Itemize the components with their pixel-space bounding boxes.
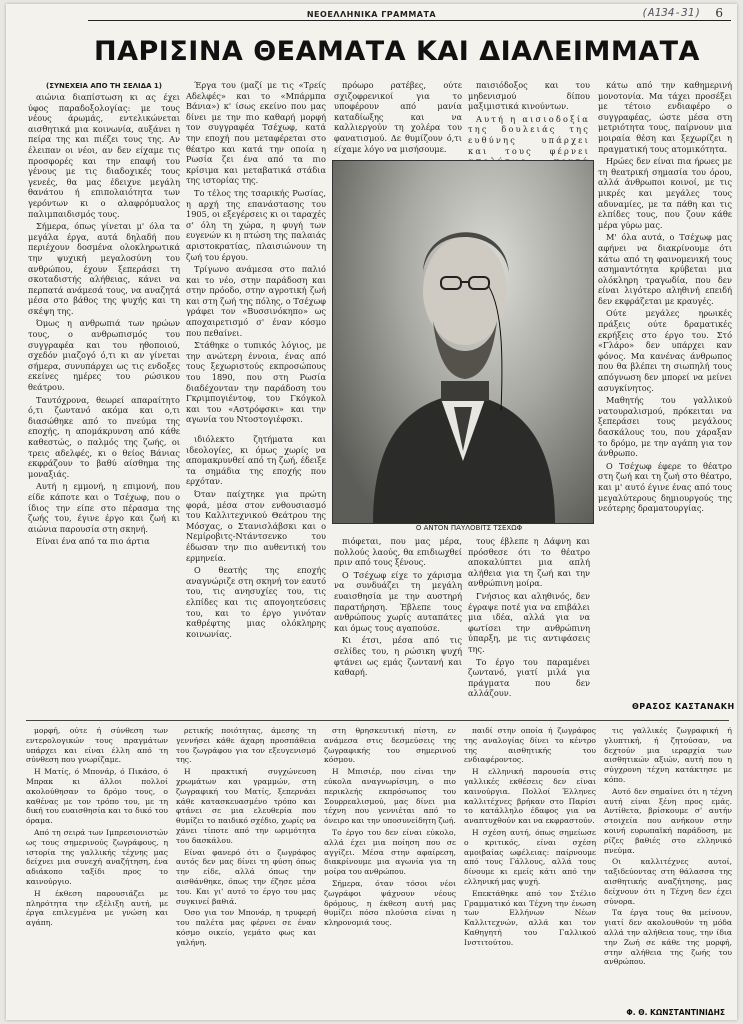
paragraph: Σήμερα, όταν τόσοι νέοι ζωγράφοι ψάχνουν νέους δρόμους, η έκθεση αυτή μας θυμίζει πόσο πλούσια είναι η κληρονομιά τους. [324, 878, 456, 928]
paragraph: αιώνια διαπίστωση κι ας έχει ύφος παραδοξολογίας: με τους νέους άρωμάς, εντελικώνεται αισθητικά μια κοινωνία, αυξάνει η πείρα της και πιέζει τους της. Αν έλειπαν οι νέοι, αν δεν είχαμε τις προσφορές και την επαφή του γένους με τις διαδοχικές τους γενεές, θα μας έδειχνε μεγάλη θανάτου ή επιπολαιότητα των γερόντων κι ο αλαφρόμυαλος παλιμπαιδισμός τους. [28, 92, 180, 219]
paragraph: κάτω από την καθημερινή μονοτονία. Μα τάχει προσέξει με τέτοιο ενδιαφέρο ο συγγραφέας, ώστε μέσα στη μετριότητα τους, παίρνουν μια μοιραία θέση και ξεχωρίζει η πραγματική τους ατομικότητα. [598, 80, 732, 154]
section-divider [26, 720, 729, 721]
paragraph: Το έργο του παραμένει ζωντανό, γιατί μιλά για πράγματα που δεν αλλάζουν. [468, 656, 590, 699]
portrait-illustration [333, 161, 593, 523]
archive-code: (Α134-31) [641, 6, 701, 19]
paragraph: παιδί στην οποία ή ζωγράφος της αναλογίας δίνει το κέντρο της αισθητικής του ενδιαφέροντος. [464, 726, 596, 765]
paragraph: Ο θεατής της εποχής αναγνώριζε στη σκηνή τον εαυτό του, τις ανησυχίες του, τις ελπίδες και τις απογοητεύσεις του, και το έργο γινόταν καθρέφτης μιας ολόκληρης κοινωνίας. [186, 565, 326, 639]
lower-column-1 [26, 726, 168, 1008]
lower-column-5 [604, 726, 732, 1008]
paragraph: Ταυτόχρονα, θεωρεί απαραίτητο ό,τι ζωντανό ακόμα και ο,τι διασώθηκε από το πνεύμα της εποχής, η απομάκρυνση από κάθε καθεστώς, ο παλμός της ζωής, οι τρεις αδελφές, κι ο θείος Βάνιας εκφράζουν το βαθύ αίσθημα της μοναξιάς. [28, 394, 180, 479]
paragraph: ιδιόλεκτο ζητήματα και ιδεολογίες, κι όμως χωρίς να απομακρυνθεί από τη ζωή, έδειξε τα σημάδια της εποχής που ερχόταν. [186, 434, 326, 487]
paragraph: Οι καλλιτέχνες αυτοί, ταξιδεύοντας στη θάλασσα της αισθητικής αναζήτησης, μας δείχνουν ότι η Τέχνη δεν έχει σύνορα. [604, 857, 732, 906]
paragraph: Αυτή η αισιοδοξία της δουλειάς της ευθύνης υπάρχει και τους φέρνει [468, 113, 590, 156]
paragraph: στη θρησκευτική πίστη, εν ανάμεσα στις δεσμεύσεις της ζωγραφικής του σημερινού κόσμου. [324, 726, 456, 765]
paragraph: Η πρακτική συγχώνευση χρωμάτων και γραμμών, στη ζωγραφική του Ματίς, ξεπερνάει κάθε κατασκευασμένο τρόπο και φτάνει σε μια ελευθερία που θυμίζει το παιδικό σχέδιο, χωρίς να χάνει τίποτε από την ωριμότητα του δασκάλου. [176, 767, 316, 845]
paragraph: Αυτή η εμμονή, η επιμονή, που είδε κάποτε και ο Τσέχωφ, που ο ίδιος την είπε στο πέρασμα της ζωής του, έγινε έργο και ζωή κι αιώνια παρουσία στη σκηνή. [28, 481, 180, 534]
article-column-5 [598, 80, 732, 698]
paragraph: πρόωρο ρατέβες, ούτε σχιζοφρενικοί για το υποφέρουν από μανία καταδίωξης και να καλλιεργούν τη χολέρα του φανατισμού. Δε θυμίζουν ό,τι είχαμε λόγο να μισήσουμε. [334, 80, 462, 154]
paragraph: Ηρώες δεν είναι πια ήρωες με τη θεατρική σημασία του όρου, αλλά άνθρωποι κοινοί, με τις μικρές και μεγάλες τους αδυναμίες, με τα πάθη και τις ελπίδες τους, που ζουν κάθε μέρα γύρω μας. [598, 156, 732, 230]
paragraph: Επεκτάθηκε από τον Στέλιο Γραμματικό και Τέχνη την ένωση των Ελλήνων Νέων Καλλιτεχνών, αλλά και τον Καθηγητή του Γαλλικού Ινστιτούτου. [464, 888, 596, 947]
newspaper-page [6, 4, 737, 1020]
paragraph: πιόφεται, που μας μέρα, πολλούς λαούς, θα επιδιωχθεί πριν από τους ξένους. [334, 536, 462, 568]
page-number: 6 [715, 6, 723, 20]
paragraph: Σήμερα, όπως γίνεται μ' όλα τα μεγάλα έργα, αυτά δηλαδή που περιέχουν δοσμένα ολοκληρωτικά την ψυχική μεγαλοσύνη του ανθρώπου, έχουν ξεπεράσει τη σκοταδιστής αλήθειας, κάνει να περπατά ανάμεσά τους, να αναζητά μέσα στο βάθος της ψυχής και τη σκέψη της. [28, 221, 180, 316]
lower-column-3 [324, 726, 456, 1008]
paragraph: Τα έργα τους θα μείνουν, γιατί δεν ακολουθούν τη μόδα αλλά την αλήθεια τους, την ίδια την Ζωή σε κάθε της μορφή, στην αλήθεια της ζωής του ανθρώπου. [604, 908, 732, 967]
paragraph: Είναι φανερό ότι ο ζωγράφος αυτός δεν μας δίνει τη φύση όπως την είδε, αλλά όπως την αισθάνθηκε, όπως την έζησε μέσα του. Και γι' αυτό το έργο του μας συγκινεί βαθιά. [176, 847, 316, 906]
continuation-note: (ΣΥΝΕΧΕΙΑ ΑΠΟ ΤΗ ΣΕΛΙΔΑ 1) [46, 82, 162, 90]
paragraph: Έργα του (μαζί με τις «Τρείς Αδελφές» και το «Μπάρμπα Βάνια») κ' ίσως εκείνο που μας δίνει με την πιο καθαρή μορφή τον συγγραφέα Τσέχωφ, κατά την εποχή που μεταφέρεται στο θέατρο και κατά την οποία η Ρωσία ζει ένα από τα πιο κρίσιμα και μεταβατικά στάδια της ιστορίας της. [186, 80, 326, 186]
paragraph: Τρίγωνο ανάμεσα στο παλιό και το νέο, στην παράδοση και στην πρόοδο, στην αγροτική ζωή και στη ζωή της πόλης, ο Τσέχωφ γράφει τον «Βυσσινόκηπο» ως αποχαιρετισμό σ' έναν κόσμο που πεθαίνει. [186, 264, 326, 338]
paragraph: Όμως η ανθρωπιά των ηρώων τους, ο ανθρωπισμός του συγγραφέα και του ηθοποιού, σχεδόν μιαζογό ό,τι κι αν γίνεται σήμερα, συνυπάρχει ως τις ενδοξες εκείνες ημέρες του ρώσικου θεάτρου. [28, 318, 180, 393]
article-column-3-lower [334, 536, 462, 704]
portrait-photo [332, 160, 594, 524]
paragraph: Στάθηκε ο τυπικός λόγιος, με την ανώτερη έννοια, ένας από τους ξεχωριστούς εκπροσώπους του 1890, που στη Ρωσία διαδέχονταν την παράδοση του Γκριμπογιέντοφ, του Γκόγκολ και του «Αστρόφσκι» και την αγωνία του Ντοστογιέφσκι. [186, 340, 326, 425]
paragraph: Μ' όλα αυτά, ο Τσέχωφ μας αφήνει να διακρίνουμε ότι κάτω από τη φαινομενική τους ασημαντότητα κρύβεται μια ολόκληρη τραγωδία, που δεν είναι λιγότερο αληθινή επειδή δεν εκφράζεται με κραυγές. [598, 232, 732, 306]
paragraph: Η Μπισιέρ, που είναι την εύκολα αναγνωρίσιμη, ο πιο περικλεής εκπρόσωπος του Σουρρεαλισμού, μας δίνει μια τέχνη που γεννιέται από το όνειρο και την υποσυνείδητη ζωή. [324, 767, 456, 826]
paragraph: Αυτό δεν σημαίνει ότι η τέχνη αυτή είναι ξένη προς εμάς. Αντίθετα, βρίσκουμε σ' αυτήν στοιχεία που ανήκουν στην κοινή ευρωπαϊκή παράδοση, με ρίζες βαθιές στο ελληνικό πνεύμα. [604, 786, 732, 855]
paragraph: Ούτε μεγάλες ηρωικές πράξεις ούτε δραματικές εκρήξεις στο έργο του. Στό «Γλάρο» δεν υπάρχει καν φόνος. Μα κανένας άνθρωπος που θα βλέπει τη σιωπηλή τους απόγνωση δεν μπορεί να μείνει ασυγκίνητος. [598, 308, 732, 393]
paragraph: Η ελληνική παρουσία στις γαλλικές εκθέσεις δεν είναι καινούργια. Πολλοί Έλληνες καλλιτέχνες βρήκαν στο Παρίσι το κατάλληλο έδαφος για να αναπτυχθούν και να εκφραστούν. [464, 767, 596, 826]
paragraph: παισιόδοξος και του μηδενισμού δίπου μαξιμιστικά κινούντων. [468, 80, 590, 112]
lower-article-signature: Φ. Θ. ΚΩΝΣΤΑΝΤΙΝΙΔΗΣ [626, 1008, 725, 1017]
paragraph: Η σχέση αυτή, όπως σημείωσε ο κριτικός, είναι σχέση αμοιβαίας ωφέλειας: παίρνουμε από τους Γάλλους, αλλά τους δίνουμε κι εμείς κάτι από την ελληνική μας ψυχή. [464, 827, 596, 886]
article-column-4-lower [468, 536, 590, 704]
article-author-signature: ΘΡΑΣΟΣ ΚΑΣΤΑΝΑΚΗ [632, 702, 735, 711]
paragraph: Όσο για τον Μπονάρ, η τρυφερή του παλέτα μας φέρνει σε έναν κόσμο οικείο, γεμάτο φως και γαλήνη. [176, 908, 316, 947]
paragraph: Το έργο του δεν είναι εύκολο, αλλά έχει μια ποίηση που σε αγγίζει. Μέσα στην αφαίρεση, διακρίνουμε μια αγωνία για τη μοίρα του ανθρώπου. [324, 827, 456, 877]
paragraph: τους έβλεπε η Δάφνη και πρόσθεσε ότι το θέατρο αποκαλύπτει μια απλή αλήθεια για τη ζωή και την ανθρώπινη μοίρα. [468, 536, 590, 589]
paragraph: ρετικής ποιότητας, άμεσης τη γεννήσει κάθε άχαρη προσπάθεια του ζωγράφου για τον εξευγενισμό της. [176, 726, 316, 765]
paragraph: Κι έτσι, μέσα από τις σελίδες του, η ρώσικη ψυχή φτάνει ως εμάς ζωντανή και καθαρή. [334, 635, 462, 678]
paragraph: Η Ματίς, ό Μπονάρ, ό Πικάσο, ό Μπρακ κι άλλοι πολλοί ακολούθησαν το δρόμο τους, ο καθένας με τον τρόπο του, με τη δική του ευαισθησία και το δικό του όραμα. [26, 767, 168, 826]
paragraph: Από τη σειρά των Ιμπρεσιονιστών ως τους σημερινούς ζωγράφους, η ιστορία της γαλλικής τέχνης μας δείχνει μια συνεχή αναζήτηση, ένα αδιάκοπο ταξίδι προς το καινούργιο. [26, 827, 168, 886]
header-rule [88, 20, 731, 21]
paragraph: Γνήσιος και αληθινός, δεν έγραψε ποτέ για να επιβάλει μια ιδέα, αλλά για να φωτίσει την ανθρώπινη ύπαρξη, με τις αντιφάσεις της. [468, 590, 590, 654]
paragraph: Είναι ένα από τα πιο άρτια [36, 536, 150, 547]
lower-column-2 [176, 726, 316, 1008]
article-column-3 [334, 80, 462, 166]
paragraph: Η έκθεση παρουσιάζει με πληρότητα την εξέλιξη αυτή, με έργα επιλεγμένα με γνώση και αγάπη. [26, 888, 168, 928]
paragraph: Μαθητής του γαλλικού νατουραλισμού, πρόκειται να ξεπεράσει τους μεγάλους δασκάλους του, που χάραξαν το δρόμο, με την αγάπη για τον άνθρωπο. [598, 395, 732, 459]
paragraph: Όταν παίχτηκε για πρώτη φορά, μέσα στον ενθουσιασμό του Καλλιτεχνικού Θεάτρου της Μόσχας, ο Στανισλάβσκι και ο Νεμίροβιτς-Ντάντσενκο του έδωσαν την πιο αυθεντική του ερμηνεία. [186, 488, 326, 563]
running-header: ΝΕΟΕΛΛΗΝΙΚΑ ΓΡΑΜΜΑΤΑ [306, 10, 437, 19]
paragraph: τις γαλλικές ζωγραφική ή γλυπτική, ή ζητούσαν, να δεχτούν μια ιεραρχία των αισθητικών αξιών, αυτή που η σύγχρονη τέχνη κατάκτησε με κόπο. [604, 726, 732, 784]
photo-caption: Ο ΑΝΤΟΝ ΠΑΥΛΟΒΙΤΣ ΤΣΕΧΩΦ [415, 524, 523, 532]
lower-column-4 [464, 726, 596, 1008]
article-column-1 [28, 92, 180, 704]
article-column-2 [186, 80, 326, 426]
article-column-2-lower [186, 434, 326, 704]
paragraph: Ο Τσέχωφ έφερε το θέατρο στη ζωή και τη ζωή στο θέατρο, και μ' αυτό έγινε ένας από τους μεγαλύτερους δημιουργούς της νεότερης δραματουργίας. [598, 460, 732, 514]
paragraph: Ο Τσέχωφ είχε το χάρισμα να συνδυάζει τη μεγάλη ευαισθησία με την αυστηρή παρατήρηση. Έβλεπε τους ανθρώπους χωρίς αυταπάτες και όμως τους αγαπούσε. [334, 569, 462, 633]
paragraph: Το τέλος της τσαρικής Ρωσίας, η αρχή της επανάστασης του 1905, οι εξεγέρσεις κι οι ταραχές σ' όλη τη χώρα, η φυγή των ευγενών κι η πτώση της παλαιάς αριστοκρατίας, πλαισιώνουν τη ζωή του έργου. [186, 187, 326, 262]
paragraph: μορφή, ούτε ή σύνθεση των εντερολογικών τους πραγμάτων υπάρχει και είναι έλλη από τη σύνθεση που γνωρίζαμε. [26, 726, 168, 765]
article-headline: ΠΑΡΙΣΙΝΑ ΘΕΑΜΑΤΑ ΚΑΙ ΔΙΑΛΕΙΜΜΑΤΑ [94, 36, 700, 67]
